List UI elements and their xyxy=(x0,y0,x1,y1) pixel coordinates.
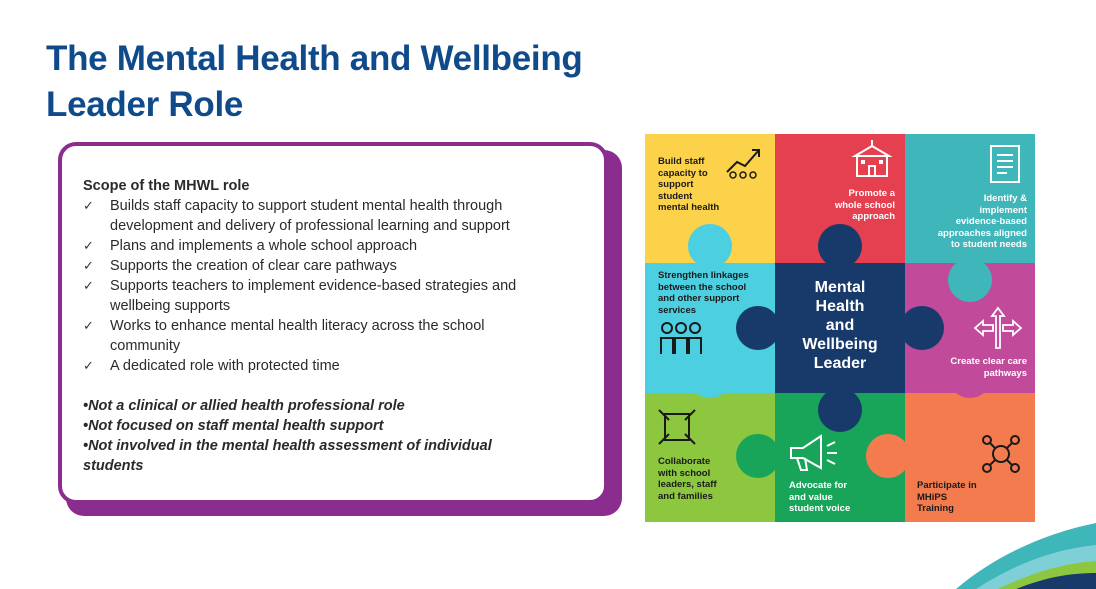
check-icon: ✓ xyxy=(83,318,94,333)
page-title-line-1: The Mental Health and Wellbeing xyxy=(46,39,583,78)
page-title-line-2: Leader Role xyxy=(46,85,244,124)
arrows-icon xyxy=(973,306,1023,350)
handshake-icon xyxy=(657,406,697,448)
scope-content xyxy=(83,176,583,476)
scope-item-text: Supports teachers to implement evidence-based strategies and xyxy=(110,278,517,294)
scope-item xyxy=(83,316,583,356)
piece-label-promote: Promote a whole school approach xyxy=(834,188,895,222)
scope-item-text: Works to enhance mental health literacy across the school xyxy=(110,318,485,334)
check-icon: ✓ xyxy=(83,358,94,373)
not-item: •Not a clinical or allied health professional role xyxy=(83,398,405,414)
scope-item xyxy=(83,256,583,276)
scope-list xyxy=(83,196,583,376)
megaphone-icon xyxy=(787,432,841,474)
school-building-icon xyxy=(849,140,895,180)
center-title: Mental Health and Wellbeing Leader xyxy=(802,279,878,372)
scope-item-text: wellbeing supports xyxy=(110,298,231,314)
mhwl-puzzle xyxy=(645,134,1035,522)
scope-item xyxy=(83,236,583,256)
scope-item xyxy=(83,276,583,316)
growth-chart-icon xyxy=(723,144,763,180)
people-group-icon xyxy=(657,320,705,356)
document-icon xyxy=(989,144,1021,184)
scope-item xyxy=(83,196,583,236)
not-item: •Not focused on staff mental health support xyxy=(83,418,384,434)
not-list xyxy=(83,396,583,476)
decorative-swoosh xyxy=(956,515,1096,589)
scope-item-text: A dedicated role with protected time xyxy=(110,358,340,374)
check-icon: ✓ xyxy=(83,278,94,293)
check-icon: ✓ xyxy=(83,258,94,273)
piece-label-identify: Identify & implement evidence-based approaches aligned to student needs xyxy=(937,193,1027,250)
piece-label-training: Participate in MHiPS Training xyxy=(917,480,977,514)
scope-item-text: Plans and implements a whole school approach xyxy=(110,238,418,254)
piece-label-strengthen: Strengthen linkages between the school and other support services xyxy=(658,270,749,316)
piece-label-advocate: Advocate for and value student voice xyxy=(789,480,851,514)
network-icon xyxy=(981,434,1021,474)
not-item: students xyxy=(83,458,144,474)
scope-item-text: community xyxy=(110,338,181,354)
scope-item-text: development and delivery of professional learning and support xyxy=(110,218,510,234)
piece-label-care-pathways: Create clear care pathways xyxy=(950,356,1027,379)
piece-label-build-staff: Build staff capacity to support student mental health xyxy=(658,156,720,213)
piece-label-collaborate: Collaborate with school leaders, staff and families xyxy=(658,456,717,502)
check-icon: ✓ xyxy=(83,198,94,213)
scope-item-text: Builds staff capacity to support student mental health through xyxy=(110,198,503,214)
scope-heading: Scope of the MHWL role xyxy=(83,178,250,194)
check-icon: ✓ xyxy=(83,238,94,253)
not-item: •Not involved in the mental health assessment of individual xyxy=(83,438,492,454)
scope-item-text: Supports the creation of clear care pathways xyxy=(110,258,397,274)
scope-item xyxy=(83,356,583,376)
page-title xyxy=(46,36,583,128)
